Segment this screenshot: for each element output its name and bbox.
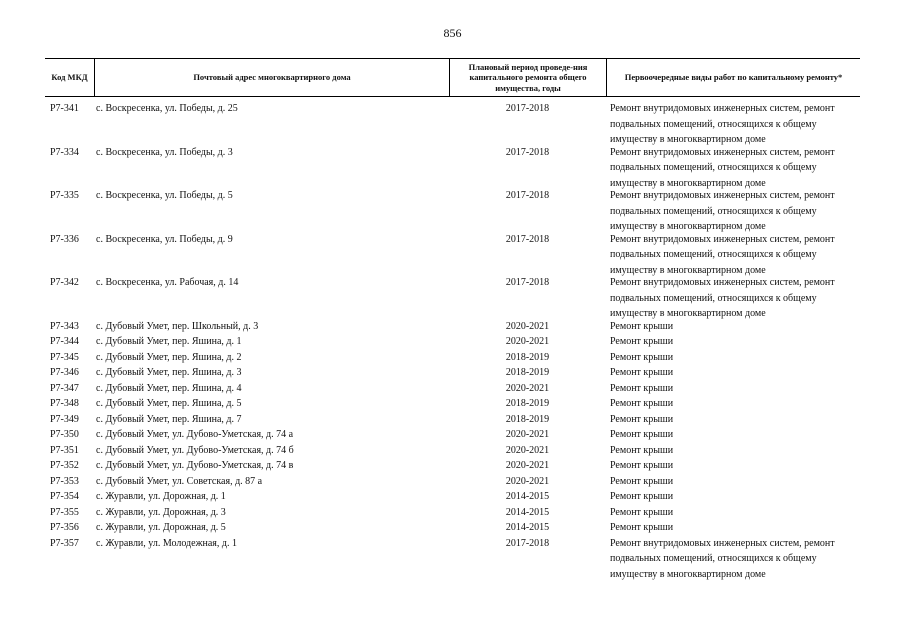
row-works: Ремонт внутридомовых инженерных систем, ремонт подвальных помещений, относящихся к общему имуществу в многоквартирном доме	[610, 233, 835, 276]
row-address: с. Дубовый Умет, пер. Яшина, д. 5	[96, 398, 242, 409]
header-period: Плановый период проведе-ния капитального ремонта общего имущества, годы	[449, 59, 606, 96]
row-period: 2014-2015	[505, 506, 550, 518]
row-works: Ремонт крыши	[610, 475, 674, 487]
row-code: Р7-344	[50, 336, 79, 347]
row-period: 2020-2021	[505, 444, 550, 456]
row-code: Р7-334	[50, 146, 79, 158]
row-period: 2020-2021	[505, 475, 550, 487]
row-code: Р7-336	[50, 233, 79, 245]
row-code: Р7-341	[50, 103, 79, 114]
row-address: с. Воскресенка, ул. Победы, д. 5	[96, 190, 233, 201]
row-address: с. Журавли, ул. Молодежная, д. 1	[96, 537, 237, 549]
row-works: Ремонт крыши	[610, 320, 674, 332]
row-works: Ремонт внутридомовых инженерных систем, ремонт подвальных помещений, относящихся к общему имуществу в многоквартирном доме	[610, 146, 835, 189]
row-code: Р7-347	[50, 382, 79, 394]
row-address: с. Воскресенка, ул. Победы, д. 3	[96, 146, 233, 158]
table-row	[45, 101, 860, 145]
row-code: Р7-350	[50, 429, 79, 440]
row-works: Ремонт крыши	[610, 382, 674, 394]
row-address: с. Журавли, ул. Дорожная, д. 1	[96, 491, 226, 502]
row-address: с. Дубовый Умет, пер. Школьный, д. 3	[96, 320, 259, 332]
table-row	[45, 145, 860, 189]
header-address: Почтовый адрес многоквартирного дома	[94, 59, 449, 96]
row-address: с. Дубовый Умет, пер. Яшина, д. 2	[96, 351, 242, 363]
row-works: Ремонт крыши	[610, 491, 674, 502]
row-address: с. Дубовый Умет, пер. Яшина, д. 4	[96, 382, 242, 394]
table-row	[45, 427, 860, 443]
row-address: с. Дубовый Умет, пер. Яшина, д. 7	[96, 413, 242, 425]
table-row	[45, 334, 860, 350]
row-period: 2020-2021	[505, 336, 550, 347]
row-address: с. Дубовый Умет, ул. Советская, д. 87 а	[96, 475, 263, 487]
row-code: Р7-353	[50, 475, 79, 487]
table-body	[45, 101, 860, 579]
table-row	[45, 381, 860, 397]
row-code: Р7-348	[50, 398, 79, 409]
row-address: с. Журавли, ул. Дорожная, д. 3	[96, 506, 226, 518]
row-address: с. Дубовый Умет, ул. Дубово-Уметская, д. 74 а	[96, 429, 294, 440]
table-row	[45, 474, 860, 490]
row-address: с. Воскресенка, ул. Победы, д. 25	[96, 103, 238, 114]
row-address: с. Воскресенка, ул. Рабочая, д. 14	[96, 277, 239, 288]
row-period: 2017-2018	[505, 146, 550, 158]
page-number: 856	[443, 26, 462, 40]
row-code: Р7-335	[50, 190, 79, 201]
row-works: Ремонт внутридомовых инженерных систем, ремонт подвальных помещений, относящихся к общему имуществу в многоквартирном доме	[610, 537, 835, 580]
table-row	[45, 365, 860, 381]
row-period: 2018-2019	[505, 351, 550, 363]
row-code: Р7-352	[50, 460, 79, 471]
row-code: Р7-354	[50, 491, 79, 502]
row-works: Ремонт крыши	[610, 413, 674, 425]
header-code: Код МКД	[51, 72, 88, 83]
row-address: с. Дубовый Умет, ул. Дубово-Уметская, д. 74 в	[96, 460, 294, 471]
row-code: Р7-349	[50, 413, 79, 425]
table-row	[45, 489, 860, 505]
row-code: Р7-356	[50, 522, 79, 533]
row-code: Р7-342	[50, 277, 79, 288]
table-row	[45, 520, 860, 536]
row-works: Ремонт крыши	[610, 460, 674, 471]
row-period: 2017-2018	[505, 233, 550, 245]
row-period: 2020-2021	[505, 320, 550, 332]
row-period: 2018-2019	[505, 398, 550, 409]
row-works: Ремонт крыши	[610, 398, 674, 409]
row-period: 2014-2015	[505, 522, 550, 533]
row-period: 2017-2018	[505, 537, 550, 549]
row-period: 2017-2018	[505, 277, 550, 288]
row-code: Р7-346	[50, 367, 79, 378]
row-works: Ремонт крыши	[610, 522, 674, 533]
row-period: 2020-2021	[505, 382, 550, 394]
table-row	[45, 458, 860, 474]
row-address: с. Дубовый Умет, ул. Дубово-Уметская, д. 74 б	[96, 444, 294, 456]
row-address: с. Журавли, ул. Дорожная, д. 5	[96, 522, 226, 533]
row-period: 2018-2019	[505, 413, 550, 425]
row-period: 2020-2021	[505, 460, 550, 471]
table-row	[45, 412, 860, 428]
row-period: 2014-2015	[505, 491, 550, 502]
row-period: 2017-2018	[505, 190, 550, 201]
row-works: Ремонт крыши	[610, 336, 674, 347]
row-code: Р7-343	[50, 320, 79, 332]
row-works: Ремонт внутридомовых инженерных систем, ремонт подвальных помещений, относящихся к общему имуществу в многоквартирном доме	[610, 277, 835, 319]
table-row	[45, 232, 860, 276]
row-code: Р7-345	[50, 351, 79, 363]
row-code: Р7-357	[50, 537, 79, 549]
row-period: 2017-2018	[505, 103, 550, 114]
table-row	[45, 396, 860, 412]
header-works: Первоочередные виды работ по капитальному ремонту*	[606, 59, 860, 96]
table-row	[45, 505, 860, 521]
table-row	[45, 275, 860, 319]
row-address: с. Воскресенка, ул. Победы, д. 9	[96, 233, 233, 245]
row-code: Р7-355	[50, 506, 79, 518]
row-period: 2020-2021	[505, 429, 550, 440]
row-works: Ремонт внутридомовых инженерных систем, ремонт подвальных помещений, относящихся к общему имуществу в многоквартирном доме	[610, 190, 835, 232]
row-works: Ремонт крыши	[610, 429, 674, 440]
row-works: Ремонт крыши	[610, 444, 674, 456]
row-works: Ремонт крыши	[610, 351, 674, 363]
row-works: Ремонт крыши	[610, 367, 674, 378]
row-address: с. Дубовый Умет, пер. Яшина, д. 3	[96, 367, 242, 378]
table-row	[45, 443, 860, 459]
row-period: 2018-2019	[505, 367, 550, 378]
table-row	[45, 319, 860, 335]
row-works: Ремонт внутридомовых инженерных систем, ремонт подвальных помещений, относящихся к общему имуществу в многоквартирном доме	[610, 103, 835, 145]
table-row	[45, 350, 860, 366]
row-code: Р7-351	[50, 444, 79, 456]
table-header	[45, 58, 860, 97]
table-row	[45, 188, 860, 232]
table-row	[45, 536, 860, 580]
row-works: Ремонт крыши	[610, 506, 674, 518]
row-address: с. Дубовый Умет, пер. Яшина, д. 1	[96, 336, 242, 347]
